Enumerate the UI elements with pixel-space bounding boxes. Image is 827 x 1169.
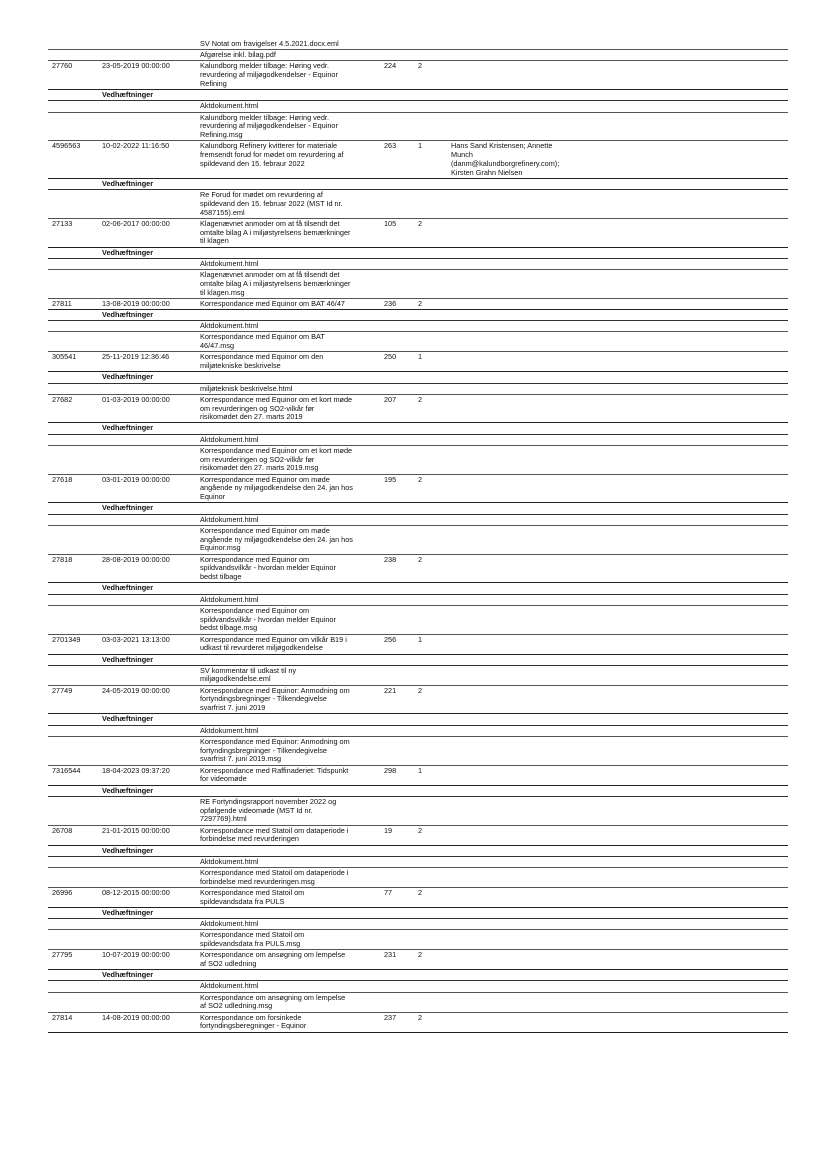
- record-id: 27795: [52, 950, 73, 960]
- attachments-label: Vedhæftninger: [102, 907, 154, 917]
- attachment-row: [48, 868, 788, 888]
- attachment-row: [48, 190, 788, 219]
- attachment-row: [48, 857, 788, 868]
- attachment-filename: Korrespondance med Equinor om BAT 46/47.msg: [200, 332, 325, 351]
- record-title: Korrespondance med Equinor om møde angående ny miljøgodkendelse den 24. jan hos Equinor: [200, 474, 353, 502]
- record-category: 1: [418, 765, 423, 775]
- record-id: 4596563: [52, 141, 81, 151]
- record-title: Korrespondance med Statoil om spildevandsdata fra PULS: [200, 887, 305, 906]
- record-date: 25-11-2019 12:36:46: [102, 352, 170, 362]
- attachments-label: Vedhæftninger: [102, 654, 154, 664]
- attachment-filename: SV Notat om fravigelser 4.5.2021.docx.eml: [200, 39, 339, 48]
- attachment-row: [48, 737, 788, 766]
- attachment-filename: Korrespondance med Statoil om spildevandsdata fra PULS.msg: [200, 930, 305, 949]
- record-title: Korrespondance om ansøgning om lempelse af SO2 udledning: [200, 950, 346, 969]
- attachment-row: [48, 666, 788, 686]
- table-row: [48, 555, 788, 584]
- attachment-filename: Korrespondance om ansøgning om lempelse af SO2 udledning.msg: [200, 992, 346, 1011]
- record-id: 26996: [52, 887, 73, 897]
- record-category: 1: [418, 141, 423, 151]
- record-number: 19: [384, 825, 393, 835]
- attachment-row: [48, 270, 788, 299]
- table-row: [48, 686, 788, 715]
- record-title: Korrespondance med Statoil om dataperiode i forbindelse med revurderingen: [200, 825, 349, 844]
- attachment-filename: Aktdokument.html: [200, 258, 259, 268]
- attachments-label: Vedhæftninger: [102, 309, 154, 319]
- attachment-row: [48, 981, 788, 992]
- record-title: Korrespondance med Equinor: Anmodning om fortyndingsbregninger - Tilkendegivelse svarfrist 7. juni 2019: [200, 685, 350, 713]
- record-category: 2: [418, 554, 423, 564]
- attachment-filename: Klagenævnet anmoder om at få tilsendt det omtalte bilag A i miljøstyrelsens bemærkninger til klagen.msg: [200, 270, 351, 297]
- record-category: 2: [418, 61, 423, 71]
- attachments-header-row: [48, 179, 788, 190]
- record-category: 1: [418, 634, 423, 644]
- record-title: Korrespondance med Equinor om BAT 46/47: [200, 298, 345, 308]
- attachments-label: Vedhæftninger: [102, 178, 154, 188]
- table-row: [48, 219, 788, 248]
- attachment-row: [48, 113, 788, 142]
- attachment-row: [48, 797, 788, 826]
- attachment-filename: miljøteknisk beskrivelse.html: [200, 383, 293, 393]
- record-number: 298: [384, 765, 397, 775]
- attachments-header-row: [48, 310, 788, 321]
- record-date: 10-02-2022 11:16:50: [102, 141, 170, 151]
- record-number: 231: [384, 950, 397, 960]
- attachment-filename: Kalundborg melder tilbage: Høring vedr. revurdering af miljøgodkendelser - Equinor Refining.msg: [200, 112, 338, 140]
- table-row: [48, 61, 788, 90]
- record-number: 256: [384, 634, 397, 644]
- attachments-header-row: [48, 714, 788, 725]
- attachments-header-row: [48, 503, 788, 514]
- attachment-filename: Aktdokument.html: [200, 856, 259, 866]
- attachment-filename: Korrespondance med Equinor om møde angående ny miljøgodkendelse den 24. jan hos Equinor.msg: [200, 525, 353, 553]
- attachments-label: Vedhæftninger: [102, 785, 154, 795]
- record-title: Korrespondance med Equinor om vilkår B19 i udkast til revurderet miljøgodkendelse: [200, 634, 347, 653]
- record-number: 263: [384, 141, 397, 151]
- record-id: 27814: [52, 1012, 73, 1022]
- attachment-row: [48, 595, 788, 606]
- attachment-row: [48, 321, 788, 332]
- record-number: 77: [384, 887, 393, 897]
- attachments-header-row: [48, 786, 788, 797]
- attachment-row: [48, 446, 788, 475]
- record-id: 7316544: [52, 765, 81, 775]
- record-title: Korrespondance med Equinor om spildvandsvilkår - hvordan melder Equinor bedst tilbage: [200, 554, 336, 582]
- record-category: 2: [418, 950, 423, 960]
- attachment-filename: Afgørelse inkl. bilag.pdf: [200, 50, 276, 60]
- table-row: [48, 635, 788, 655]
- record-date: 23-05-2019 00:00:00: [102, 61, 170, 71]
- attachment-row: [48, 101, 788, 112]
- attachment-filename: Aktdokument.html: [200, 725, 259, 735]
- attachment-row: [48, 259, 788, 270]
- record-id: 26708: [52, 825, 73, 835]
- record-id: 2701349: [52, 634, 81, 644]
- record-title: Korrespondance med Raffinaderiet: Tidspunkt for videomøde: [200, 765, 349, 784]
- record-number: 238: [384, 554, 397, 564]
- record-category: 2: [418, 887, 423, 897]
- record-title: Korrespondance om forsinkede fortyndingsberegninger - Equinor: [200, 1012, 307, 1031]
- attachment-row: [48, 919, 788, 930]
- record-number: 195: [384, 474, 397, 484]
- record-number: 250: [384, 352, 397, 362]
- record-date: 24-05-2019 00:00:00: [102, 685, 170, 695]
- attachment-filename: Aktdokument.html: [200, 981, 259, 991]
- record-number: 224: [384, 61, 397, 71]
- attachment-filename: Aktdokument.html: [200, 514, 259, 524]
- attachments-header-row: [48, 372, 788, 383]
- record-title: Kalundborg melder tilbage: Høring vedr. revurdering af miljøgodkendelser - Equinor Refining: [200, 61, 338, 88]
- attachment-filename: Korrespondance med Equinor om spildvandsvilkår - hvordan melder Equinor bedst tilbage.msg: [200, 605, 336, 633]
- record-category: 2: [418, 685, 423, 695]
- attachment-row: [48, 526, 788, 555]
- record-date: 08-12-2015 00:00:00: [102, 887, 170, 897]
- attachment-filename: SV kommentar til udkast til ny miljøgodkendelse.eml: [200, 665, 297, 684]
- attachments-header-row: [48, 908, 788, 919]
- attachments-label: Vedhæftninger: [102, 372, 154, 382]
- record-id: 27682: [52, 394, 73, 404]
- record-category: 1: [418, 352, 423, 362]
- record-date: 03-01-2019 00:00:00: [102, 474, 170, 484]
- attachment-filename: Korrespondance med Equinor: Anmodning om fortyndingsbregninger - Tilkendegivelse svarfrist 7. juni 2019.msg: [200, 736, 350, 764]
- attachments-header-row: [48, 248, 788, 259]
- attachment-row: [48, 930, 788, 950]
- attachment-filename: Aktdokument.html: [200, 321, 259, 331]
- attachments-header-row: [48, 90, 788, 101]
- record-number: 207: [384, 394, 397, 404]
- table-row: [48, 352, 788, 372]
- attachment-row: [48, 606, 788, 635]
- attachments-header-row: [48, 655, 788, 666]
- attachments-label: Vedhæftninger: [102, 714, 154, 724]
- attachment-row: [48, 435, 788, 446]
- record-id: 27760: [52, 61, 73, 71]
- attachments-header-row: [48, 423, 788, 434]
- attachment-filename: Aktdokument.html: [200, 101, 259, 111]
- attachments-header-row: [48, 970, 788, 981]
- table-row: [48, 475, 788, 504]
- record-date: 14-08-2019 00:00:00: [102, 1012, 170, 1022]
- table-row: [48, 395, 788, 424]
- record-id: 305541: [52, 352, 77, 362]
- attachments-label: Vedhæftninger: [102, 423, 154, 433]
- attachment-row: [48, 515, 788, 526]
- table-row: [48, 826, 788, 846]
- attachment-filename: Re Forud for mødet om revurdering af spildevand den 15. februar 2022 (MST Id nr. 4587155).eml: [200, 190, 343, 217]
- attachments-label: Vedhæftninger: [102, 845, 154, 855]
- attachment-filename: Aktdokument.html: [200, 434, 259, 444]
- attachment-filename: Aktdokument.html: [200, 594, 259, 604]
- record-id: 27133: [52, 218, 73, 228]
- attachment-filename: Korrespondance med Statoil om dataperiode i forbindelse med revurderingen.msg: [200, 867, 349, 886]
- attachments-label: Vedhæftninger: [102, 247, 154, 257]
- table-row: [48, 1013, 788, 1033]
- attachment-row: [48, 384, 788, 395]
- record-id: 27618: [52, 474, 73, 484]
- record-number: 237: [384, 1012, 397, 1022]
- record-date: 21-01-2015 00:00:00: [102, 825, 170, 835]
- record-title: Korrespondance med Equinor om den miljøtekniske beskrivelse: [200, 352, 324, 371]
- record-number: 236: [384, 298, 397, 308]
- attachment-row: [48, 50, 788, 61]
- record-date: 01-03-2019 00:00:00: [102, 394, 170, 404]
- record-recipients: Hans Sand Kristensen; Annette Munch (danm@kalundborgrefinery.com); Kirsten Grahn Nielsen: [451, 141, 560, 177]
- record-title: Kalundborg Refinery kvitterer for materiale fremsendt forud for mødet om revurdering af spildevand den 15. febraur 2022: [200, 141, 344, 168]
- document-table: [48, 39, 788, 1033]
- record-date: 18-04-2023 09:37:20: [102, 765, 170, 775]
- attachment-filename: Aktdokument.html: [200, 919, 259, 929]
- attachment-filename: Korrespondance med Equinor om et kort møde om revurderingen og SO2-vilkår før risikomødet den 27. marts 2019.msg: [200, 445, 353, 473]
- table-row: [48, 766, 788, 786]
- attachments-label: Vedhæftninger: [102, 503, 154, 513]
- attachment-row: [48, 993, 788, 1013]
- record-category: 2: [418, 394, 423, 404]
- attachments-label: Vedhæftninger: [102, 90, 154, 100]
- attachment-row: [48, 39, 788, 50]
- record-date: 02-06-2017 00:00:00: [102, 218, 170, 228]
- table-row: [48, 141, 788, 179]
- table-row: [48, 950, 788, 970]
- record-date: 10-07-2019 00:00:00: [102, 950, 170, 960]
- record-category: 2: [418, 474, 423, 484]
- record-id: 27749: [52, 685, 73, 695]
- record-title: Korrespondance med Equinor om et kort møde om revurderingen og SO2-vilkår før risikomødet den 27. marts 2019: [200, 394, 353, 422]
- record-category: 2: [418, 218, 423, 228]
- record-category: 2: [418, 298, 423, 308]
- record-id: 27818: [52, 554, 73, 564]
- attachment-filename: RE Fortyndingsrapport november 2022 og opfølgende videomøde (MST Id nr. 7297769).html: [200, 796, 337, 824]
- attachment-row: [48, 726, 788, 737]
- record-number: 105: [384, 218, 397, 228]
- record-date: 28-08-2019 00:00:00: [102, 554, 170, 564]
- record-id: 27811: [52, 298, 72, 308]
- attachments-header-row: [48, 583, 788, 594]
- record-category: 2: [418, 1012, 423, 1022]
- record-number: 221: [384, 685, 397, 695]
- table-row: [48, 888, 788, 908]
- record-date: 03-03-2021 13:13:00: [102, 634, 170, 644]
- attachments-label: Vedhæftninger: [102, 583, 154, 593]
- attachments-header-row: [48, 846, 788, 857]
- record-title: Klagenævnet anmoder om at få tilsendt det omtalte bilag A i miljøstyrelsens bemærkninger til klagen: [200, 218, 351, 246]
- attachment-row: [48, 332, 788, 352]
- attachments-label: Vedhæftninger: [102, 970, 154, 980]
- record-category: 2: [418, 825, 423, 835]
- record-date: 13-08-2019 00:00:00: [102, 298, 170, 308]
- table-row: [48, 299, 788, 310]
